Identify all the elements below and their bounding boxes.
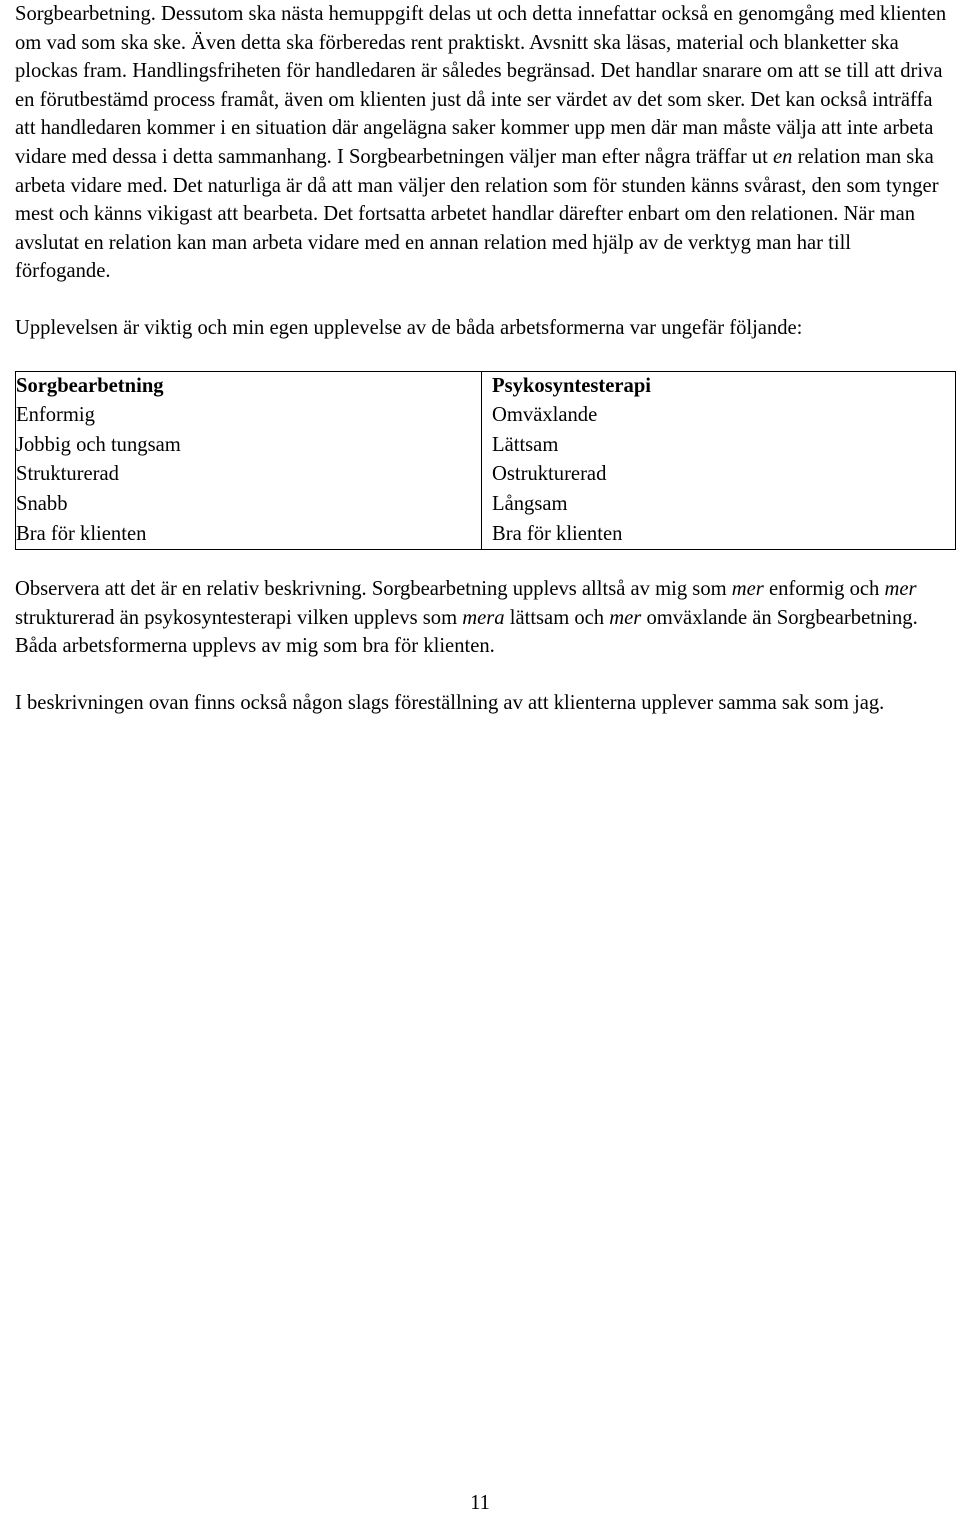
paragraph-text: Observera att det är en relativ beskrivning. Sorgbearbetning upplevs alltså av mig som [15, 578, 732, 601]
paragraph-text: lättsam och [504, 606, 610, 629]
table-cell: Långsam [492, 492, 568, 515]
table-row [16, 371, 956, 550]
paragraph-text: Sorgbearbetning. Dessutom ska nästa hemuppgift delas ut och detta innefattar också en genomgång med klienten om vad som ska ske. Även detta ska förberedas rent praktiskt. Avsnitt ska läsas, material och blanketter ska plockas fram. Handlingsfriheten för handledaren är således begränsad. Det handlar snarare om att se till att driva en förutbestämd process framåt, även om klienten just då inte ser värdet av det som sker. Det kan också inträffa att handledaren kommer i en situation där angelägna saker kommer upp men där man måste välja att inte arbeta vidare med dessa i detta sammanhang. I Sorgbearbetningen väljer man efter några träffar ut [15, 3, 947, 168]
table-cell: Enformig [16, 404, 95, 427]
table-cell: Omväxlande [492, 404, 598, 427]
table-cell: Jobbig och tungsam [16, 433, 181, 456]
paragraph-text: omväxlande än Sorgbearbetning. Båda arbetsformerna upplevs av mig som bra för klienten. [15, 606, 918, 658]
document-page [15, 0, 950, 717]
table-cell: Bra för klienten [492, 522, 623, 545]
column-header: Sorgbearbetning [16, 374, 164, 397]
emphasis-mer: mer [609, 606, 642, 629]
paragraph-text: enformig och [763, 578, 885, 601]
emphasis-mer: mer [731, 578, 764, 601]
table-cell: Bra för klienten [16, 522, 147, 545]
emphasis-en: en [773, 145, 793, 168]
paragraph-text: relation man ska arbeta vidare med. Det naturliga är då att man väljer den relation som för stunden känns svårast, den som tynger mest och känns vikigast att bearbeta. Det fortsatta arbetet handlar därefter enbart om den relationen. När man avslutat en relation kan man arbeta vidare med en annan relation med hjälp av de verktyg man har till förfogande. [15, 145, 939, 283]
emphasis-mer: mer [884, 578, 917, 601]
table-cell: Lättsam [492, 433, 559, 456]
emphasis-mera: mera [462, 606, 505, 629]
paragraph-client-assumption: I beskrivningen ovan finns också någon slags föreställning av att klienterna upplever samma sak som jag. [15, 691, 885, 714]
paragraph-text: strukturerad än psykosyntesterapi vilken upplevs som [15, 606, 463, 629]
comparison-table [15, 371, 956, 551]
table-cell: Strukturerad [16, 463, 119, 486]
paragraph-relative-description [15, 575, 950, 661]
page-number: 11 [470, 1492, 490, 1514]
paragraph-experience-intro: Upplevelsen är viktig och min egen upplevelse av de båda arbetsformerna var ungefär följande: [15, 316, 803, 339]
column-header: Psykosyntesterapi [492, 374, 652, 397]
paragraph-process-description [15, 0, 950, 286]
column-sorgbearbetning [16, 371, 482, 550]
table-cell: Ostrukturerad [492, 463, 607, 486]
column-psykosyntesterapi [482, 371, 956, 550]
table-cell: Snabb [16, 492, 68, 515]
